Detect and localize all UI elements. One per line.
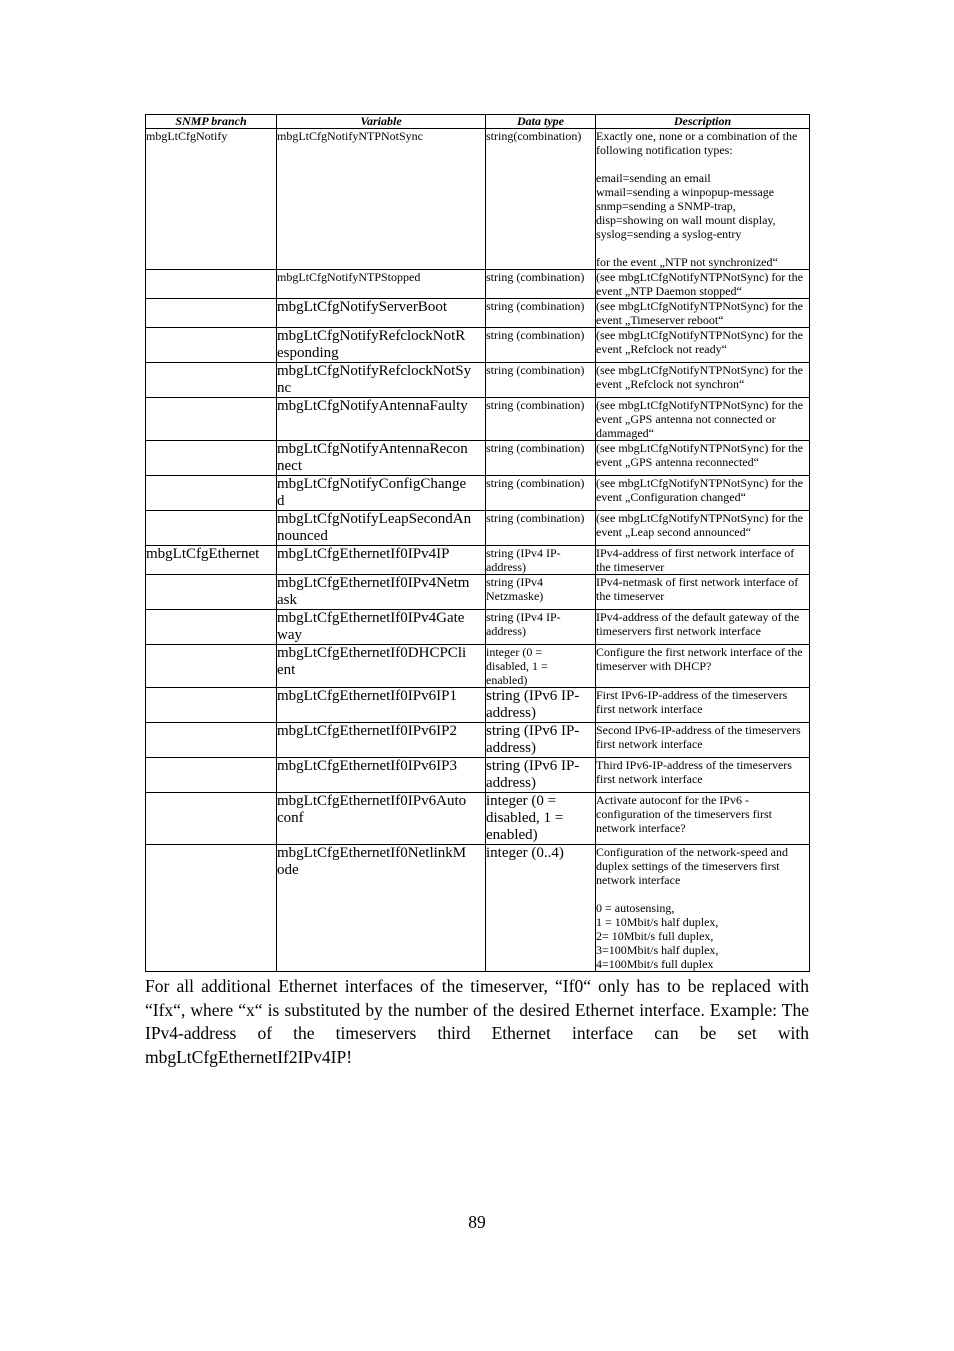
cell-description: (see mbgLtCfgNotifyNTPNotSync) for the event „NTP Daemon stopped“ — [596, 270, 810, 299]
table-row — [146, 758, 810, 793]
cell-variable: mbgLtCfgNotifyRefclockNotSy nc — [277, 363, 486, 398]
cell-snmp-branch — [146, 476, 277, 511]
body-paragraph: For all additional Ethernet interfaces of the timeserver, “If0“ only has to be replaced with “Ifx“, where “x“ is substituted by the number of the desired Ethernet interface. Example: The IPv4-address of the timeservers third Ethernet interface can be set with mbgLtCfgEthernetIf2IPv4IP! — [145, 976, 809, 1067]
cell-data-type: integer (0..4) — [486, 845, 596, 972]
cell-variable: mbgLtCfgNotifyNTPNotSync — [277, 129, 486, 270]
cell-description: (see mbgLtCfgNotifyNTPNotSync) for the event „Configuration changed“ — [596, 476, 810, 511]
cell-snmp-branch — [146, 363, 277, 398]
cell-data-type: string (IPv6 IP- address) — [486, 758, 596, 793]
cell-snmp-branch — [146, 645, 277, 688]
cell-description: Configure the first network interface of the timeserver with DHCP? — [596, 645, 810, 688]
table-row — [146, 645, 810, 688]
cell-snmp-branch — [146, 688, 277, 723]
cell-data-type: string (combination) — [486, 299, 596, 328]
header-variable: Variable — [277, 115, 486, 129]
cell-variable: mbgLtCfgNotifyConfigChange d — [277, 476, 486, 511]
cell-data-type: string (combination) — [486, 270, 596, 299]
cell-data-type: string (IPv4 Netzmaske) — [486, 575, 596, 610]
table-header-row — [146, 115, 810, 129]
cell-description: Configuration of the network-speed and duplex settings of the timeservers first network interface 0 = autosensing, 1 = 10Mbit/s half duplex, 2= 10Mbit/s full duplex, 3=100Mbit/s half duplex, 4=100Mbit/s full duplex — [596, 845, 810, 972]
cell-variable: mbgLtCfgNotifyRefclockNotR esponding — [277, 328, 486, 363]
cell-description: (see mbgLtCfgNotifyNTPNotSync) for the event „GPS antenna not connected or dammaged“ — [596, 398, 810, 441]
table-row — [146, 546, 810, 575]
cell-variable: mbgLtCfgEthernetIf0NetlinkM ode — [277, 845, 486, 972]
cell-data-type: integer (0 = disabled, 1 = enabled) — [486, 793, 596, 845]
header-snmp-branch: SNMP branch — [146, 115, 277, 129]
cell-description: (see mbgLtCfgNotifyNTPNotSync) for the event „GPS antenna reconnected“ — [596, 441, 810, 476]
cell-variable: mbgLtCfgEthernetIf0IPv4IP — [277, 546, 486, 575]
cell-variable: mbgLtCfgNotifyServerBoot — [277, 299, 486, 328]
cell-description: Activate autoconf for the IPv6 - configuration of the timeservers first network interface? — [596, 793, 810, 845]
cell-variable: mbgLtCfgEthernetIf0IPv6IP2 — [277, 723, 486, 758]
cell-data-type: string (combination) — [486, 398, 596, 441]
cell-data-type: string (IPv6 IP- address) — [486, 723, 596, 758]
table-row — [146, 299, 810, 328]
cell-data-type: string (combination) — [486, 363, 596, 398]
cell-snmp-branch — [146, 723, 277, 758]
header-description: Description — [596, 115, 810, 129]
cell-snmp-branch — [146, 845, 277, 972]
cell-description: IPv4-address of first network interface of the timeserver — [596, 546, 810, 575]
cell-variable: mbgLtCfgNotifyNTPStopped — [277, 270, 486, 299]
cell-data-type: string (IPv6 IP- address) — [486, 688, 596, 723]
cell-description: Second IPv6-IP-address of the timeservers first network interface — [596, 723, 810, 758]
cell-data-type: string (IPv4 IP- address) — [486, 610, 596, 645]
cell-snmp-branch — [146, 511, 277, 546]
header-data-type: Data type — [486, 115, 596, 129]
cell-snmp-branch — [146, 575, 277, 610]
table-row — [146, 363, 810, 398]
cell-variable: mbgLtCfgEthernetIf0IPv6IP1 — [277, 688, 486, 723]
cell-snmp-branch — [146, 398, 277, 441]
table-row — [146, 575, 810, 610]
cell-variable: mbgLtCfgEthernetIf0IPv4Netm ask — [277, 575, 486, 610]
table-row — [146, 845, 810, 972]
cell-snmp-branch — [146, 793, 277, 845]
cell-variable: mbgLtCfgEthernetIf0DHCPCli ent — [277, 645, 486, 688]
cell-data-type: string (combination) — [486, 328, 596, 363]
cell-snmp-branch — [146, 441, 277, 476]
cell-description: (see mbgLtCfgNotifyNTPNotSync) for the event „Refclock not ready“ — [596, 328, 810, 363]
cell-description: Exactly one, none or a combination of the following notification types: email=sending an email wmail=sending a winpopup-message snmp=sending a SNMP-trap, disp=showing on wall mount display, syslog=sending a syslog-entry for the event „NTP not synchronized“ — [596, 129, 810, 270]
cell-snmp-branch — [146, 328, 277, 363]
cell-variable: mbgLtCfgNotifyAntennaFaulty — [277, 398, 486, 441]
table-row — [146, 398, 810, 441]
cell-data-type: string (combination) — [486, 511, 596, 546]
cell-variable: mbgLtCfgNotifyLeapSecondAn nounced — [277, 511, 486, 546]
table-row — [146, 793, 810, 845]
table-row — [146, 476, 810, 511]
cell-snmp-branch: mbgLtCfgNotify — [146, 129, 277, 270]
cell-data-type: string (IPv4 IP- address) — [486, 546, 596, 575]
cell-snmp-branch — [146, 610, 277, 645]
cell-description: First IPv6-IP-address of the timeservers first network interface — [596, 688, 810, 723]
cell-data-type: string(combination) — [486, 129, 596, 270]
cell-data-type: string (combination) — [486, 476, 596, 511]
cell-data-type: integer (0 = disabled, 1 = enabled) — [486, 645, 596, 688]
cell-snmp-branch — [146, 758, 277, 793]
cell-snmp-branch: mbgLtCfgEthernet — [146, 546, 277, 575]
cell-snmp-branch — [146, 270, 277, 299]
cell-description: (see mbgLtCfgNotifyNTPNotSync) for the event „Timeserver reboot“ — [596, 299, 810, 328]
table-row — [146, 511, 810, 546]
table-row — [146, 129, 810, 270]
cell-variable: mbgLtCfgEthernetIf0IPv4Gate way — [277, 610, 486, 645]
table-row — [146, 270, 810, 299]
table-row — [146, 328, 810, 363]
cell-description: (see mbgLtCfgNotifyNTPNotSync) for the event „Refclock not synchron“ — [596, 363, 810, 398]
cell-description: Third IPv6-IP-address of the timeservers first network interface — [596, 758, 810, 793]
snmp-variables-table — [145, 114, 810, 972]
cell-variable: mbgLtCfgEthernetIf0IPv6Auto conf — [277, 793, 486, 845]
cell-description: IPv4-netmask of first network interface of the timeserver — [596, 575, 810, 610]
cell-description: (see mbgLtCfgNotifyNTPNotSync) for the event „Leap second announced“ — [596, 511, 810, 546]
cell-variable: mbgLtCfgEthernetIf0IPv6IP3 — [277, 758, 486, 793]
table-row — [146, 688, 810, 723]
cell-data-type: string (combination) — [486, 441, 596, 476]
table-row — [146, 441, 810, 476]
cell-variable: mbgLtCfgNotifyAntennaRecon nect — [277, 441, 486, 476]
cell-snmp-branch — [146, 299, 277, 328]
page-number: 89 — [468, 1212, 486, 1232]
table-row — [146, 723, 810, 758]
cell-description: IPv4-address of the default gateway of the timeservers first network interface — [596, 610, 810, 645]
table-row — [146, 610, 810, 645]
